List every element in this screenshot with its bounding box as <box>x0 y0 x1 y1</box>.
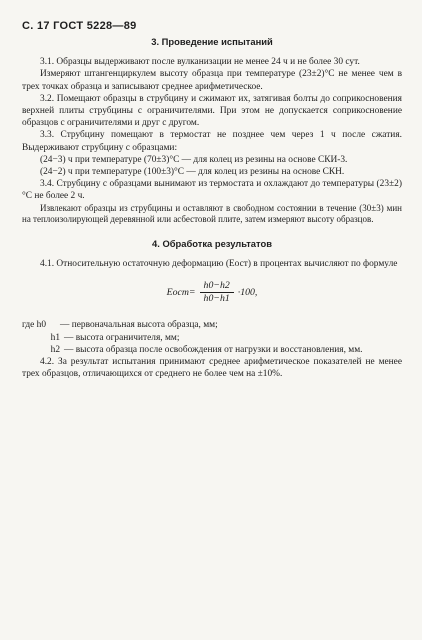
deformation-formula <box>22 280 402 305</box>
page-header: С. 17 ГОСТ 5228—89 <box>22 20 137 32</box>
formula-fraction <box>200 280 234 305</box>
formula-lhs: Eост= <box>166 286 196 298</box>
formula-denominator: h0−h1 <box>203 293 230 305</box>
paragraph-3-1: 3.1. Образцы выдерживают после вулканизации не менее 24 ч и не более 30 сут. <box>40 57 360 68</box>
definition-text: — высота ограничителя, мм; <box>64 332 180 343</box>
definition-row <box>22 332 402 344</box>
paragraph-3-1-measure: Измеряют штангенциркулем высоту образца при температуре (23±2)°С не менее чем в трех точках образца и записывают среднее арифметическое. <box>22 69 402 92</box>
formula-numerator: h0−h2 <box>200 280 234 293</box>
definition-symbol: h2 <box>50 344 60 355</box>
definition-text: — высота образца после освобождения от нагрузки и восстановления, мм. <box>64 344 363 355</box>
definition-text: — первоначальная высота образца, мм; <box>60 320 218 331</box>
section-3-title: 3. Проведение испытаний <box>151 36 273 47</box>
definition-row <box>22 319 402 331</box>
paragraph-3-2: 3.2. Помещают образцы в струбцину и сжимают их, затягивая болты до соприкосновения верхней плиты струбцины с ограничителями. При этом не допускается соприкосновение образцов с ограничителями и друг с другом. <box>22 93 402 129</box>
paragraph-4-1: 4.1. Относительную остаточную деформацию (Eост) в процентах вычисляют по формуле <box>40 258 398 269</box>
definition-symbol: h1 <box>50 332 60 343</box>
section-4-title: 4. Обработка результатов <box>152 237 272 249</box>
paragraph-3-3-ski3: (24−3) ч при температуре (70±3)°С — для колец из резины на основе СКИ-3. <box>40 154 348 165</box>
paragraph-3-4: 3.4. Струбцину с образцами вынимают из термостата и охлаждают до температуры (23±2)°С не более 2 ч. <box>22 179 402 202</box>
paragraph-3-3-skn: (24−2) ч при температуре (100±3)°С — для колец из резины на основе СКН. <box>40 167 345 178</box>
paragraph-3-4-release: Извлекают образцы из струбцины и оставляют в свободном состоянии в течение (30±3) мин на теплоизолирующей деревянной или асбестовой плите, затем измеряют высоту образцов. <box>22 202 402 225</box>
formula-tail: ·100, <box>237 286 258 298</box>
definition-row <box>22 344 402 356</box>
formula-definitions <box>22 319 402 356</box>
paragraph-4-2: 4.2. За результат испытания принимают среднее арифметическое показателей не менее трех образцов, отличающихся от среднего не более чем на ±10%. <box>22 357 402 380</box>
content <box>22 36 402 380</box>
definition-symbol: где h0 <box>22 320 47 331</box>
paragraph-3-3: 3.3. Струбцину помещают в термостат не позднее чем через 1 ч после сжатия. Выдерживают струбцину с образцами: <box>22 130 402 153</box>
